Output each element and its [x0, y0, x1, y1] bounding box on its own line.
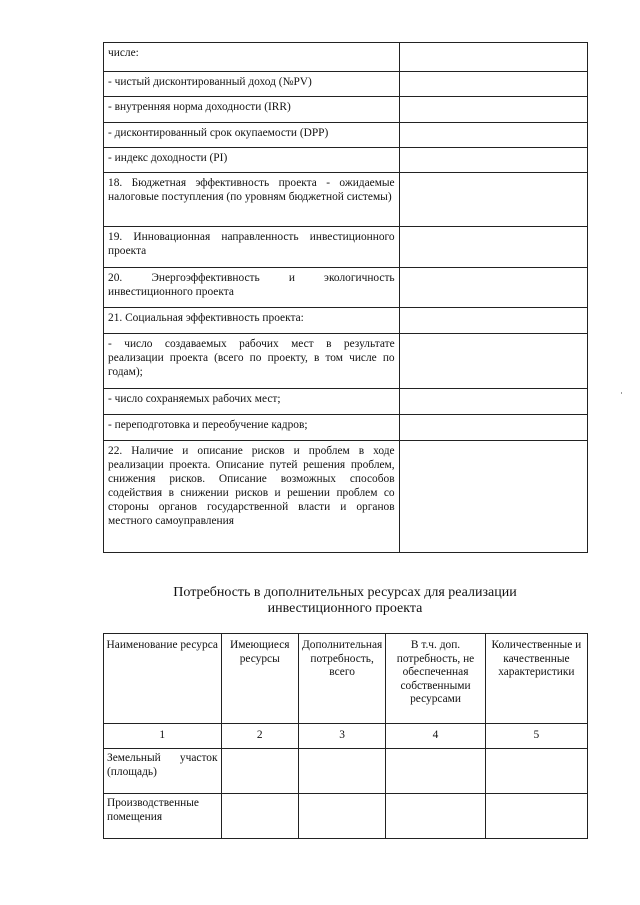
table-row [104, 389, 588, 415]
resource-name: Производственные помещения [104, 794, 222, 839]
column-number: 4 [386, 724, 485, 749]
column-number: 3 [298, 724, 385, 749]
row-label: - внутренняя норма доходности (IRR) [104, 97, 400, 123]
resource-table [103, 633, 588, 839]
header-cell: Имеющиеся ресурсы [221, 634, 298, 724]
number-row [104, 724, 588, 749]
row-label: 19. Инновационная направленность инвестиционного проекта [104, 227, 400, 268]
table-row [104, 415, 588, 441]
value-cell [399, 43, 587, 72]
value-cell [298, 749, 385, 794]
table-row [104, 227, 588, 268]
value-cell [399, 334, 587, 389]
table-row [104, 334, 588, 389]
row-label: - индекс доходности (PI) [104, 148, 400, 173]
heading-line-1: Потребность в дополнительных ресурсах для реализации [173, 585, 517, 600]
row-label: 22. Наличие и описание рисков и проблем в ходе реализации проекта. Описание путей решения проблем, снижения рисков. Описание возможных способов содействия в снижении рисков и решении проблем со стороны органов государственной власти и органов местного самоуправления [104, 441, 400, 553]
row-label: 20. Энергоэффективность и экологичность инвестиционного проекта [104, 268, 400, 308]
column-number: 5 [485, 724, 587, 749]
table-row [104, 749, 588, 794]
value-cell [386, 749, 485, 794]
value-cell [399, 173, 587, 227]
section-heading [110, 585, 580, 617]
row-label: числе: [104, 43, 400, 72]
value-cell [221, 749, 298, 794]
table-row [104, 97, 588, 123]
header-cell: В т.ч. доп. потребность, не обеспеченная собственными ресурсами [386, 634, 485, 724]
value-cell [485, 794, 587, 839]
row-label: - число создаваемых рабочих мест в результате реализации проекта (всего по проекту, в том числе по годам); [104, 334, 400, 389]
value-cell [221, 794, 298, 839]
resource-name [104, 749, 222, 794]
table-row [104, 794, 588, 839]
table-row [104, 441, 588, 553]
table-row [104, 308, 588, 334]
scan-mark [621, 392, 622, 394]
project-indicators-table [103, 42, 588, 553]
value-cell [399, 148, 587, 173]
value-cell [485, 749, 587, 794]
table-row [104, 72, 588, 97]
value-cell [399, 72, 587, 97]
value-cell [399, 97, 587, 123]
value-cell [386, 794, 485, 839]
value-cell [298, 794, 385, 839]
header-row [104, 634, 588, 724]
value-cell [399, 227, 587, 268]
column-number: 2 [221, 724, 298, 749]
table-row [104, 268, 588, 308]
row-label: - число сохраняемых рабочих мест; [104, 389, 400, 415]
header-cell: Наименование ресурса [104, 634, 222, 724]
value-cell [399, 389, 587, 415]
value-cell [399, 415, 587, 441]
row-label: - чистый дисконтированный доход (№PV) [104, 72, 400, 97]
row-label: 18. Бюджетная эффективность проекта - ожидаемые налоговые поступления (по уровням бюджетной системы) [104, 173, 400, 227]
value-cell [399, 123, 587, 148]
resource-name-word: участок [179, 752, 218, 764]
row-label: 21. Социальная эффективность проекта: [104, 308, 400, 334]
table-row [104, 123, 588, 148]
value-cell [399, 308, 587, 334]
row-label: - дисконтированный срок окупаемости (DPP) [104, 123, 400, 148]
value-cell [399, 441, 587, 553]
resource-name-line: (площадь) [107, 765, 157, 778]
header-cell: Количественные и качественные характеристики [485, 634, 587, 724]
row-label: - переподготовка и переобучение кадров; [104, 415, 400, 441]
resource-name-line [107, 752, 218, 766]
column-number: 1 [104, 724, 222, 749]
table-row [104, 148, 588, 173]
resource-name-word: Земельный [107, 752, 161, 764]
value-cell [399, 268, 587, 308]
heading-line-2: инвестиционного проекта [267, 601, 423, 616]
header-cell: Дополнительная потребность, всего [298, 634, 385, 724]
table-row [104, 43, 588, 72]
table-row [104, 173, 588, 227]
